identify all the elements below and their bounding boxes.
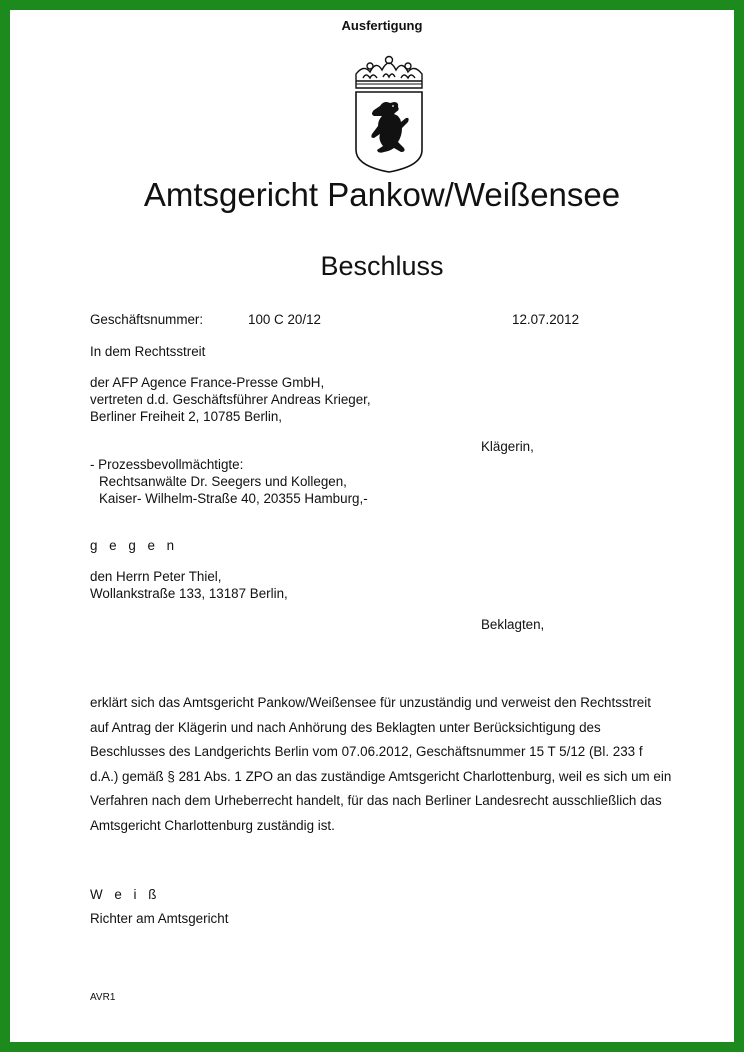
ruling-line: Beschlusses des Landgerichts Berlin vom 07.06.2012, Geschäftsnummer 15 T 5/12 (Bl. 233 f xyxy=(90,744,643,760)
ruling-line: Amtsgericht Charlottenburg zuständig ist. xyxy=(90,817,335,833)
footer-code: AVR1 xyxy=(90,992,116,1003)
document-page xyxy=(10,10,734,1042)
ruling-line: Verfahren nach dem Urheberrecht handelt, für das nach Berliner Landesrecht ausschließlich das xyxy=(90,793,662,809)
defendant-line: Wollankstraße 133, 13187 Berlin, xyxy=(90,586,288,601)
plaintiff-role: Klägerin, xyxy=(481,439,534,454)
judge-title: Richter am Amtsgericht xyxy=(90,911,229,926)
court-name: Amtsgericht Pankow/Weißensee xyxy=(143,176,621,213)
reference-number: 100 C 20/12 xyxy=(248,312,321,327)
counsel-line: - Prozessbevollmächtigte: xyxy=(90,457,244,472)
berlin-bear-crest-icon xyxy=(350,50,428,174)
ruling-paragraph xyxy=(90,691,671,839)
plaintiff-line: vertreten d.d. Geschäftsführer Andreas Krieger, xyxy=(90,392,371,407)
ruling-line: d.A.) gemäß § 281 Abs. 1 ZPO an das zuständige Amtsgericht Charlottenburg, weil es sich um ein xyxy=(90,768,672,784)
ausfertigung-stamp: Ausfertigung xyxy=(341,18,423,33)
document-date: 12.07.2012 xyxy=(512,312,580,327)
counsel-line: Rechtsanwälte Dr. Seegers und Kollegen, xyxy=(99,474,347,489)
plaintiff-line: der AFP Agence France-Presse GmbH, xyxy=(90,375,325,390)
defendant-block xyxy=(90,568,288,602)
judge-name: W e i ß xyxy=(90,887,161,902)
counsel-line: Kaiser- Wilhelm-Straße 40, 20355 Hamburg,- xyxy=(99,491,368,506)
ruling-line: auf Antrag der Klägerin und nach Anhörung des Beklagten unter Berücksichtigung des xyxy=(90,719,601,735)
defendant-role: Beklagten, xyxy=(481,617,545,632)
reference-label: Geschäftsnummer: xyxy=(90,312,204,327)
document-type-heading: Beschluss xyxy=(320,251,444,281)
intro-text: In dem Rechtsstreit xyxy=(90,344,206,359)
against-label: g e g e n xyxy=(90,538,179,553)
plaintiff-block xyxy=(90,374,371,425)
defendant-line: den Herrn Peter Thiel, xyxy=(90,569,222,584)
ruling-line: erklärt sich das Amtsgericht Pankow/Weißensee für unzuständig und verweist den Rechtsstreit xyxy=(90,695,651,710)
counsel-block xyxy=(90,456,368,507)
plaintiff-line: Berliner Freiheit 2, 10785 Berlin, xyxy=(90,409,283,424)
